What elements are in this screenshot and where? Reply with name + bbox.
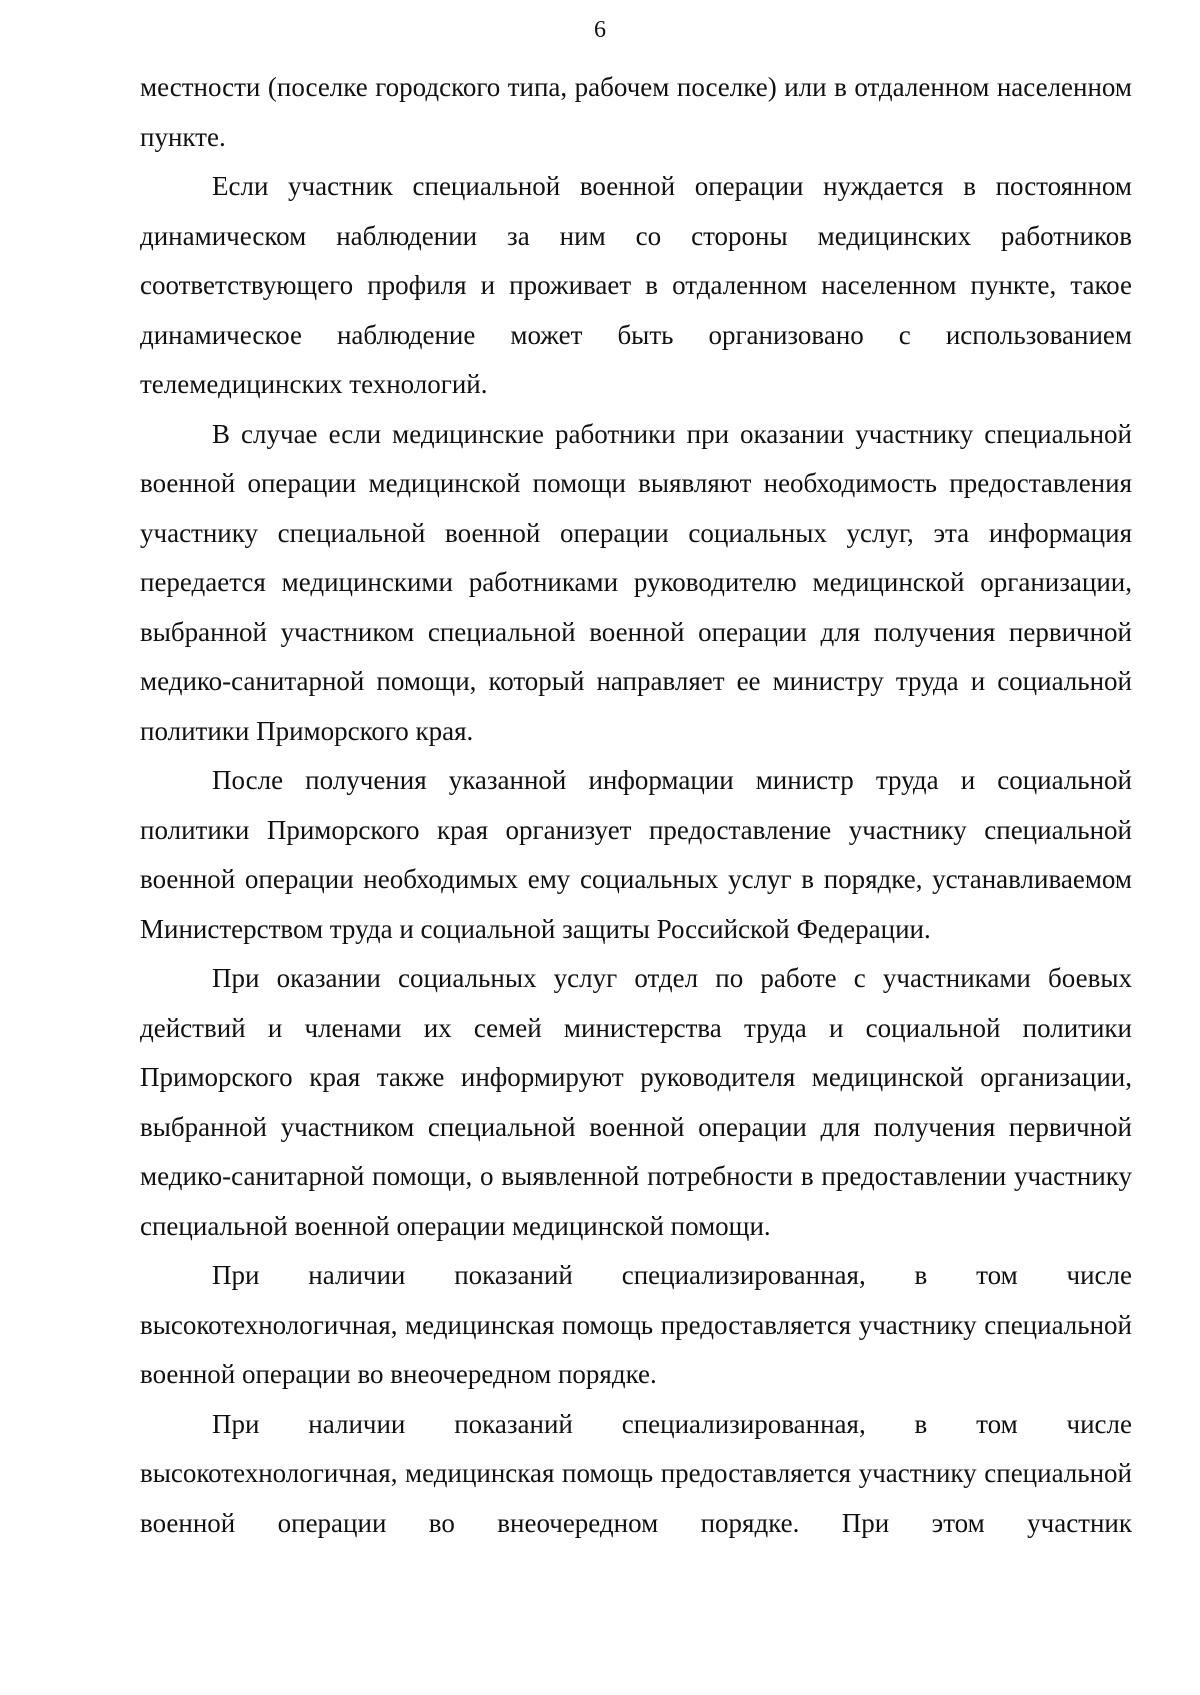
paragraph-department-informs: При оказании социальных услуг отдел по работе с участниками боевых действий и членами их семей министерства труда и социальной политики Приморского края также информируют руководителя медицинской организации, выбранной участником специальной военной операции для получения первичной медико-санитарной помощи, о выявленной потребности в предоставлении участнику специальной военной операции медицинской помощи. [140, 963, 1132, 1241]
page-number: 6 [594, 17, 606, 43]
paragraph-specialized-care: При наличии показаний специализированная, в том числе высокотехнологичная, медицинская помощь предоставляется участнику специальной военной операции во внеочередном порядке. [140, 1260, 1132, 1389]
paragraph-specialized-care-continued: При наличии показаний специализированная, в том числе высокотехнологичная, медицинская помощь предоставляется участнику специальной военной операции во внеочередном порядке. При этом участник [140, 1408, 1132, 1538]
paragraph-minister-organizes: После получения указанной информации министр труда и социальной политики Приморского края организует предоставление участнику специальной военной операции необходимых ему социальных услуг в порядке, устанавливаемом Министерством труда и социальной защиты Российской Федерации. [140, 765, 1132, 944]
document-body [140, 63, 1132, 1548]
paragraph-social-services-need: В случае если медицинские работники при оказании участнику специальной военной операции медицинской помощи выявляют необходимость предоставления участнику специальной военной операции социальных услуг, эта информация передается медицинскими работниками руководителю медицинской организации, выбранной участником специальной военной операции для получения первичной медико-санитарной помощи, который направляет ее министру труда и социальной политики Приморского края. [140, 418, 1132, 746]
paragraph-continuation: местности (поселке городского типа, рабочем поселке) или в отдаленном населенном пункте. [140, 72, 1132, 152]
paragraph-telemedicine: Если участник специальной военной операции нуждается в постоянном динамическом наблюдении за ним со стороны медицинских работников соответствующего профиля и проживает в отдаленном населенном пункте, такое динамическое наблюдение может быть организовано с использованием телемедицинских технологий. [140, 171, 1132, 399]
